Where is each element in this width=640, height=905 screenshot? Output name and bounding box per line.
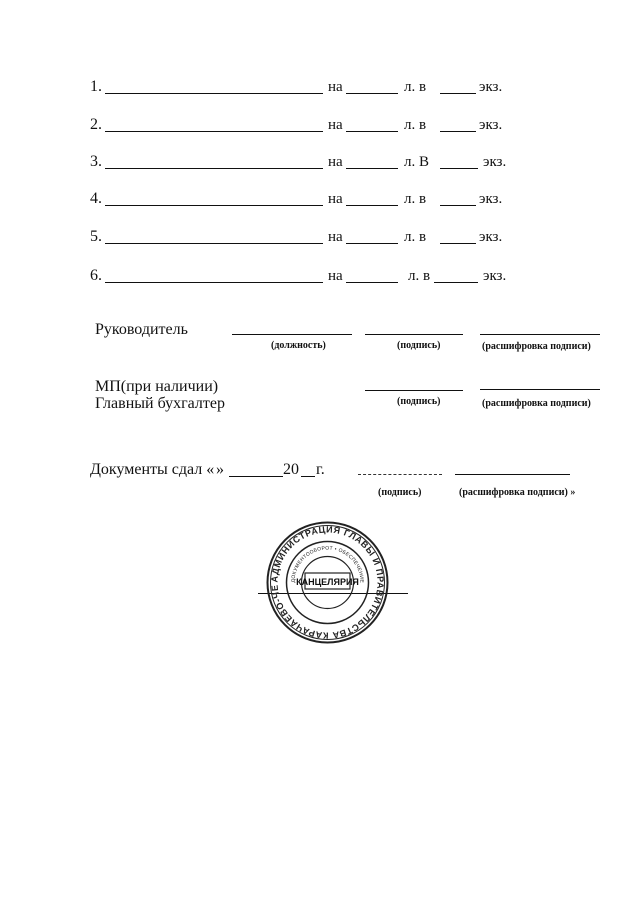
accountant-label: Главный бухгалтер: [95, 395, 225, 412]
na-label: на: [328, 191, 343, 207]
copies-label: экз.: [479, 191, 503, 207]
na-label: на: [328, 229, 343, 245]
copies-label: экз.: [479, 79, 503, 95]
document-name-line[interactable]: [105, 93, 323, 94]
accountant-signature-line[interactable]: [365, 390, 463, 391]
position-line[interactable]: [232, 334, 352, 335]
handover-year-prefix: 20: [283, 461, 299, 478]
pages-line[interactable]: [346, 205, 398, 206]
handover-decode-line[interactable]: [455, 474, 570, 475]
document-name-line[interactable]: [105, 243, 323, 244]
copies-label: экз.: [483, 154, 507, 170]
handover-year-line[interactable]: [301, 476, 315, 477]
row-number: 4.: [90, 190, 102, 207]
stamp-inner-text: ДОКУМЕНТООБОРОТ • ОБЕСПЕЧЕНИЕ: [290, 545, 365, 584]
handover-year-suffix: г.: [316, 461, 325, 478]
signature-decode-line[interactable]: [480, 334, 600, 335]
pages-label: л. в: [404, 117, 427, 133]
na-label: на: [328, 79, 343, 95]
handover-label: Документы сдал «: [90, 461, 215, 478]
copies-label: экз.: [479, 117, 503, 133]
handover-signature-caption: (подпись): [378, 487, 422, 498]
signature-decode-caption: (расшифровка подписи): [482, 341, 591, 352]
na-label: на: [328, 268, 343, 284]
copies-line[interactable]: [440, 131, 476, 132]
pages-label: л. в: [408, 268, 431, 284]
stamp-icon: [265, 520, 390, 645]
document-name-line[interactable]: [105, 131, 323, 132]
copies-line[interactable]: [440, 243, 476, 244]
head-label: Руководитель: [95, 321, 188, 338]
signature-line[interactable]: [365, 334, 463, 335]
pages-line[interactable]: [346, 243, 398, 244]
document-name-line[interactable]: [105, 168, 323, 169]
pages-label: л. в: [404, 229, 427, 245]
stamp-center-text: КАНЦЕЛЯРИЯ: [296, 577, 359, 587]
signature-caption: (подпись): [397, 340, 441, 351]
pages-label: л. В: [404, 154, 429, 170]
pages-line[interactable]: [346, 131, 398, 132]
document-name-line[interactable]: [105, 282, 323, 283]
mp-label: МП(при наличии): [95, 378, 219, 395]
copies-line[interactable]: [440, 168, 478, 169]
stamp-outer-text: АДМИНИСТРАЦИЯ ГЛАВЫ И ПРАВИТЕЛЬСТВА КАРАЧАЕВО-ЧЕ: [269, 524, 386, 641]
row-number: 1.: [90, 78, 102, 95]
office-stamp: [265, 520, 390, 645]
na-label: на: [328, 154, 343, 170]
pages-line[interactable]: [346, 282, 398, 283]
accountant-decode-line[interactable]: [480, 389, 600, 390]
position-caption: (должность): [271, 340, 326, 351]
row-number: 5.: [90, 228, 102, 245]
row-number: 6.: [90, 267, 102, 284]
copies-line[interactable]: [440, 93, 476, 94]
accountant-signature-caption: (подпись): [397, 396, 441, 407]
pages-line[interactable]: [346, 168, 398, 169]
handover-month-line[interactable]: [229, 476, 283, 477]
handover-signature-line[interactable]: [358, 474, 442, 475]
handover-decode-caption: (расшифровка подписи) »: [459, 487, 576, 498]
copies-label: экз.: [483, 268, 507, 284]
document-name-line[interactable]: [105, 205, 323, 206]
pages-label: л. в: [404, 191, 427, 207]
accountant-decode-caption: (расшифровка подписи): [482, 398, 591, 409]
handover-close-quote: »: [216, 461, 224, 478]
copies-label: экз.: [479, 229, 503, 245]
row-number: 2.: [90, 116, 102, 133]
row-number: 3.: [90, 153, 102, 170]
copies-line[interactable]: [434, 282, 478, 283]
copies-line[interactable]: [440, 205, 476, 206]
pages-label: л. в: [404, 79, 427, 95]
na-label: на: [328, 117, 343, 133]
pages-line[interactable]: [346, 93, 398, 94]
